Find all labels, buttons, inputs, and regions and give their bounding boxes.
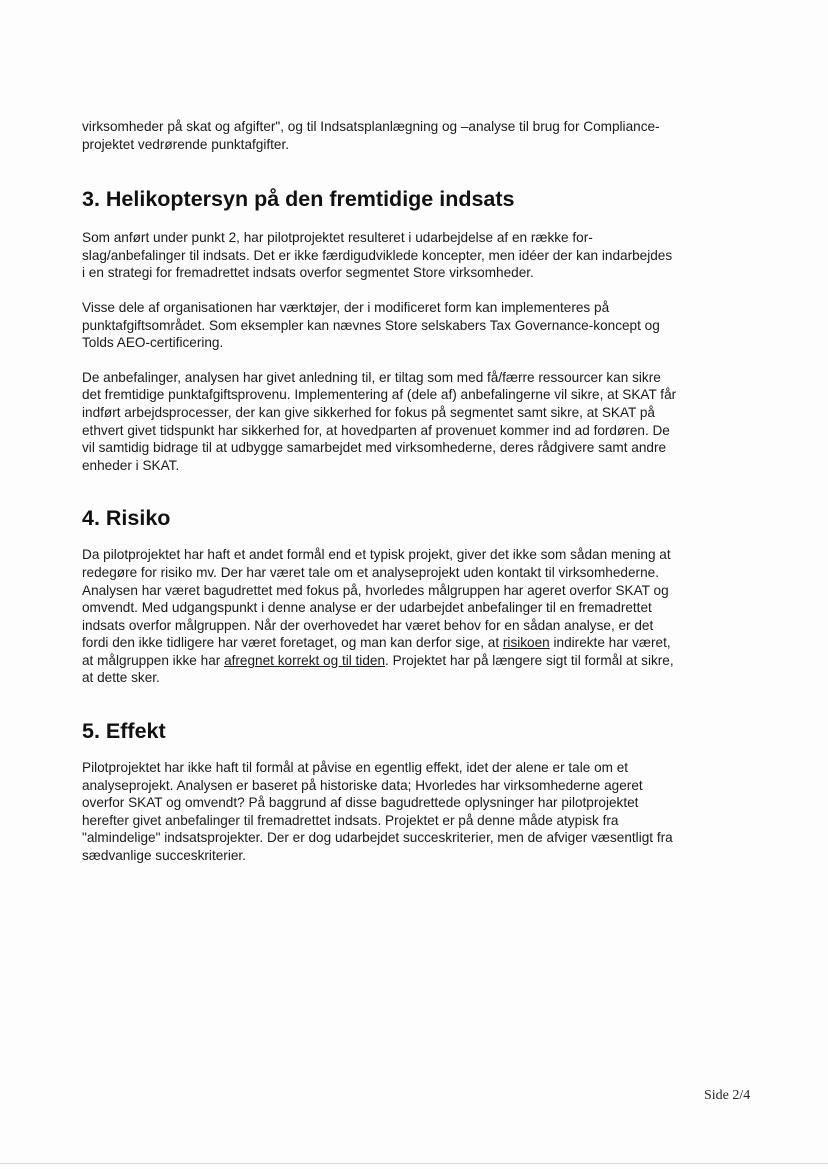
paragraph-line: det fremtidige punktafgiftsprovenu. Implementering af (dele af) anbefalingerne vil sikre, at SKAT får [82,387,677,403]
paragraph-line: redegøre for risiko mv. Der har været tale om et analyseprojekt uden kontakt til virksomhederne. [82,564,659,580]
paragraph-line: Som anført under punkt 2, har pilotprojektet resulteret i udarbejdelse af en række for- [82,230,593,246]
paragraph-line: slag/anbefalinger til indsats. Det er ikke færdigudviklede koncepter, men idéer der kan indarbejdes [82,247,673,263]
underlined-term-risikoen: risikoen [502,635,550,651]
section-5-paragraph [82,759,754,865]
paragraph-line: Analysen har været bagudrettet med fokus på, hvorledes målgruppen har ageret overfor SKAT og [82,582,669,598]
intro-line: projektet vedrørende punktafgifter. [82,136,290,152]
paragraph-line: omvendt. Med udgangspunkt i denne analyse er der udarbejdet anbefalinger til en fremadrettet [82,600,652,616]
intro-paragraph [82,118,754,153]
paragraph-line: indført arbejdsprocesser, der kan give sikkerhed for fokus på segmentet samt sikre, at SKAT på [82,404,655,420]
paragraph-line: sædvanlige succeskriterier. [82,848,246,864]
paragraph-line: Visse dele af organisationen har værktøjer, der i modificeret form kan implementeres på [82,299,610,315]
paragraph-line: herefter givet anbefalinger til fremadrettet indsats. Projektet er på denne måde atypisk fra [82,812,619,828]
paragraph-line: . Projektet har på længere sigt til formål at sikre, [385,652,674,668]
paragraph-line: at målgruppen ikke har [82,652,225,668]
paragraph-line: indsats overfor målgruppen. Når der overhovedet har været behov for en sådan analyse, er det [82,617,654,633]
paragraph-line: ethvert givet tidspunkt har sikkerhed for, at hovedparten af provenuet kommer ind ad fordøren. De [82,422,670,438]
paragraph-line: fordi den ikke tidligere har været foretaget, og man kan derfor sige, at [82,635,503,651]
intro-line: virksomheder på skat og afgifter", og til Indsatsplanlægning og –analyse til brug for Compliance- [82,119,660,134]
paragraph-line: De anbefalinger, analysen har givet anledning til, er tiltag som med få/færre ressourcer kan sikre [82,369,661,385]
paragraph-line: Tolds AEO-certificering. [82,335,224,351]
paragraph-line: Pilotprojektet har ikke haft til formål at påvise en egentlig effekt, idet der alene er tale om et [82,760,629,776]
paragraph-line: vil samtidig bidrage til at udbygge samarbejdet med virksomhederne, deres rådgivere samt andre [82,440,667,456]
section-3-paragraph-2 [82,299,754,352]
section-3-heading: 3. Helikoptersyn på den fremtidige indsats [82,187,515,212]
paragraph-line: indirekte har været, [549,635,671,651]
section-4-heading: 4. Risiko [82,506,171,531]
paragraph-line: Da pilotprojektet har haft et andet formål end et typisk projekt, giver det ikke som sådan mening at [82,547,671,563]
section-5-heading: 5. Effekt [82,719,166,744]
section-4-paragraph [82,546,754,687]
paragraph-line: punktafgiftsområdet. Som eksempler kan nævnes Store selskabers Tax Governance-koncept og [82,317,660,333]
underlined-phrase-afregnet: afregnet korrekt og til tiden [224,652,386,668]
paragraph-line: enheder i SKAT. [82,457,180,473]
page-number: Side 2/4 [704,1088,751,1103]
paragraph-line: analyseprojekt. Analysen er baseret på historiske data; Hvorledes har virksomhederne ageret [82,777,643,793]
section-3-paragraph-1 [82,229,754,282]
paragraph-line: at dette sker. [82,670,160,686]
scan-edge-line [0,1163,828,1164]
section-3-paragraph-3 [82,369,754,475]
page-content [82,118,754,865]
paragraph-line: i en strategi for fremadrettet indsats overfor segmentet Store virksomheder. [82,265,534,281]
paragraph-line: "almindelige" indsatsprojekter. Der er dog udarbejdet succeskriterier, men de afviger væsentligt fra [82,830,673,846]
paragraph-line: overfor SKAT og omvendt? På baggrund af disse bagudrettede oplysninger har pilotprojektet [82,795,639,811]
